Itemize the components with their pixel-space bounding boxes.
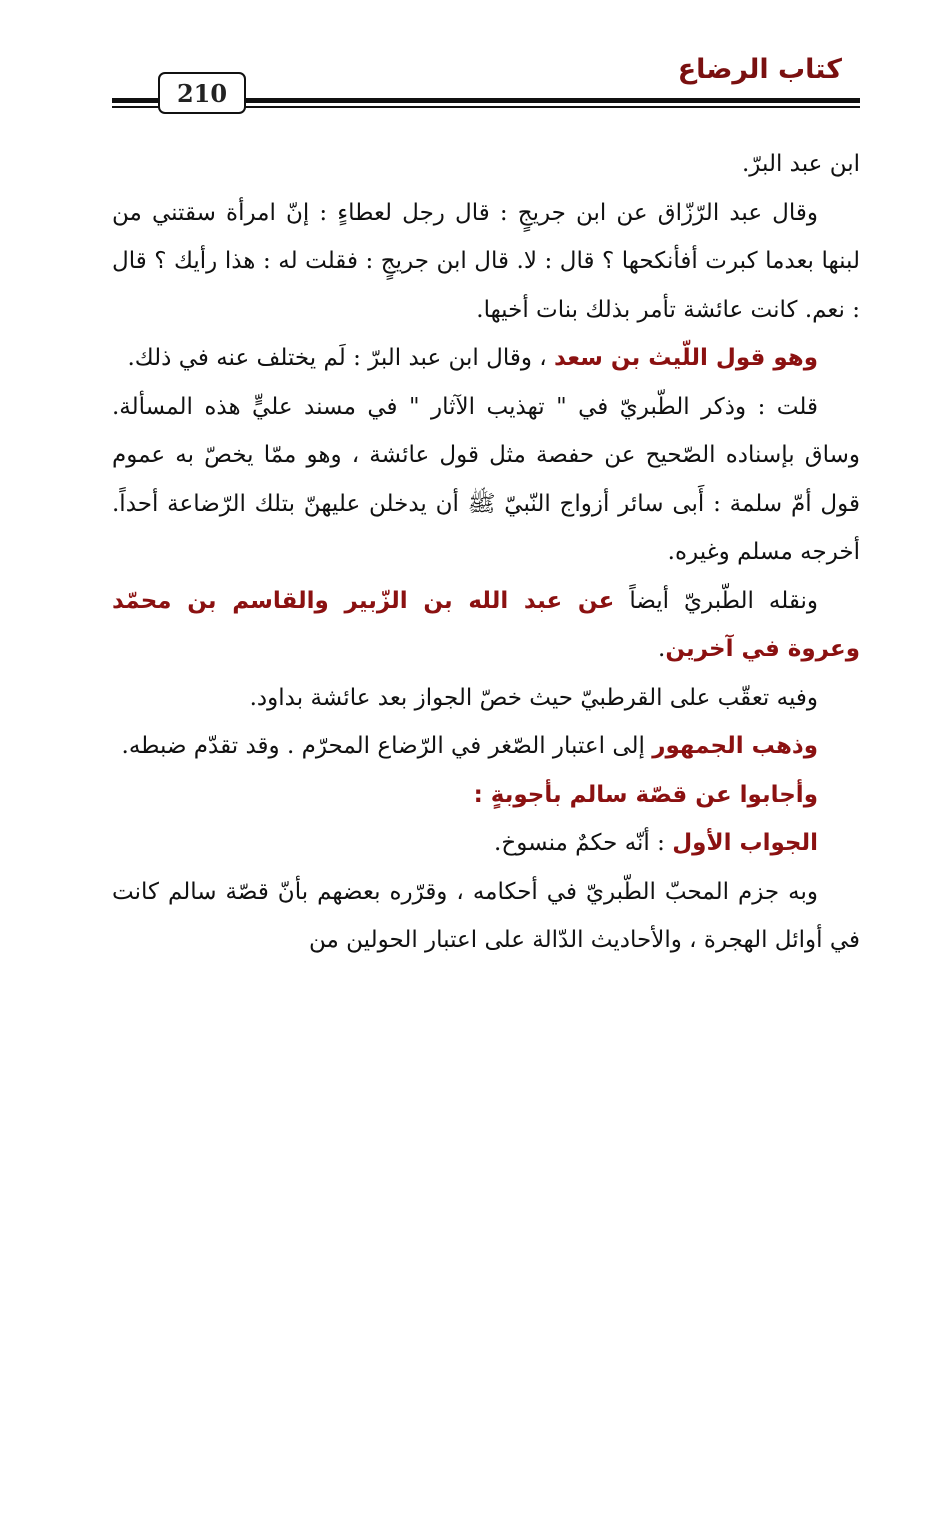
body-text (112, 140, 860, 965)
highlighted-phrase: وذهب الجمهور (652, 733, 818, 759)
heading-text: وأجابوا عن قصّة سالم بأجوبةٍ : (473, 781, 818, 808)
paragraph-10 (112, 868, 860, 965)
paragraph-7 (112, 722, 860, 771)
text-run: ابن عبد البرّ. (742, 151, 860, 177)
text-run: ونقله الطّبريّ أيضاً (614, 587, 818, 614)
highlighted-phrase: عن عبد الله بن الزّبير والقاسم بن محمّد وعروة في آخرين (112, 587, 860, 662)
text-run: وفيه تعقّب على القرطبيّ حيث خصّ الجواز بعد عائشة بداود. (249, 684, 818, 711)
highlighted-phrase: الجواب الأول (672, 830, 818, 856)
text-run: ، وقال ابن عبد البرّ : لَم يختلف عنه في ذلك. (127, 345, 554, 371)
text-run: وبه جزم المحبّ الطّبريّ في أحكامه ، وقرّره بعضهم بأنّ قصّة سالم كانت في أوائل الهجرة ، والأحاديث الدّالة على اعتبار الحولين من (112, 878, 860, 953)
book-title: كتاب الرضاع (677, 54, 842, 85)
paragraph-4 (112, 383, 860, 577)
text-run: قلت : وذكر الطّبريّ في " تهذيب الآثار " في مسند عليٍّ هذه المسألة. وساق بإسناده الصّحيح عن حفصة مثل قول عائشة ، وهو ممّا يخصّ به عموم قول أمّ سلمة : أَبى سائر أزواج النّبيّ ﷺ أن يدخلن عليهنّ بتلك الرّضاعة أحداً. أخرجه مسلم وغيره. (112, 393, 860, 565)
text-run: وقال عبد الرّزّاق عن ابن جريجٍ : قال رجل لعطاءٍ : إنّ امرأة سقتني من لبنها بعدما كبرت أفأنكحها ؟ قال : لا. قال ابن جريجٍ : فقلت له : هذا رأيك ؟ قال : نعم. كانت عائشة تأمر بذلك بنات أخيها. (112, 199, 860, 323)
paragraph-5 (112, 577, 860, 674)
section-heading (112, 771, 860, 820)
highlighted-phrase: وهو قول اللّيث بن سعد (554, 345, 818, 371)
text-run: : أنّه حكمٌ منسوخ. (494, 830, 673, 856)
text-run: إلى اعتبار الصّغر في الرّضاع المحرّم . وقد تقدّم ضبطه. (121, 733, 653, 759)
paragraph-1 (112, 140, 860, 189)
paragraph-3 (112, 334, 860, 383)
text-run: . (658, 636, 666, 662)
paragraph-9 (112, 819, 860, 868)
paragraph-6 (112, 674, 860, 723)
paragraph-2 (112, 189, 860, 335)
page-number: 210 (158, 72, 246, 114)
page-header (112, 50, 860, 120)
